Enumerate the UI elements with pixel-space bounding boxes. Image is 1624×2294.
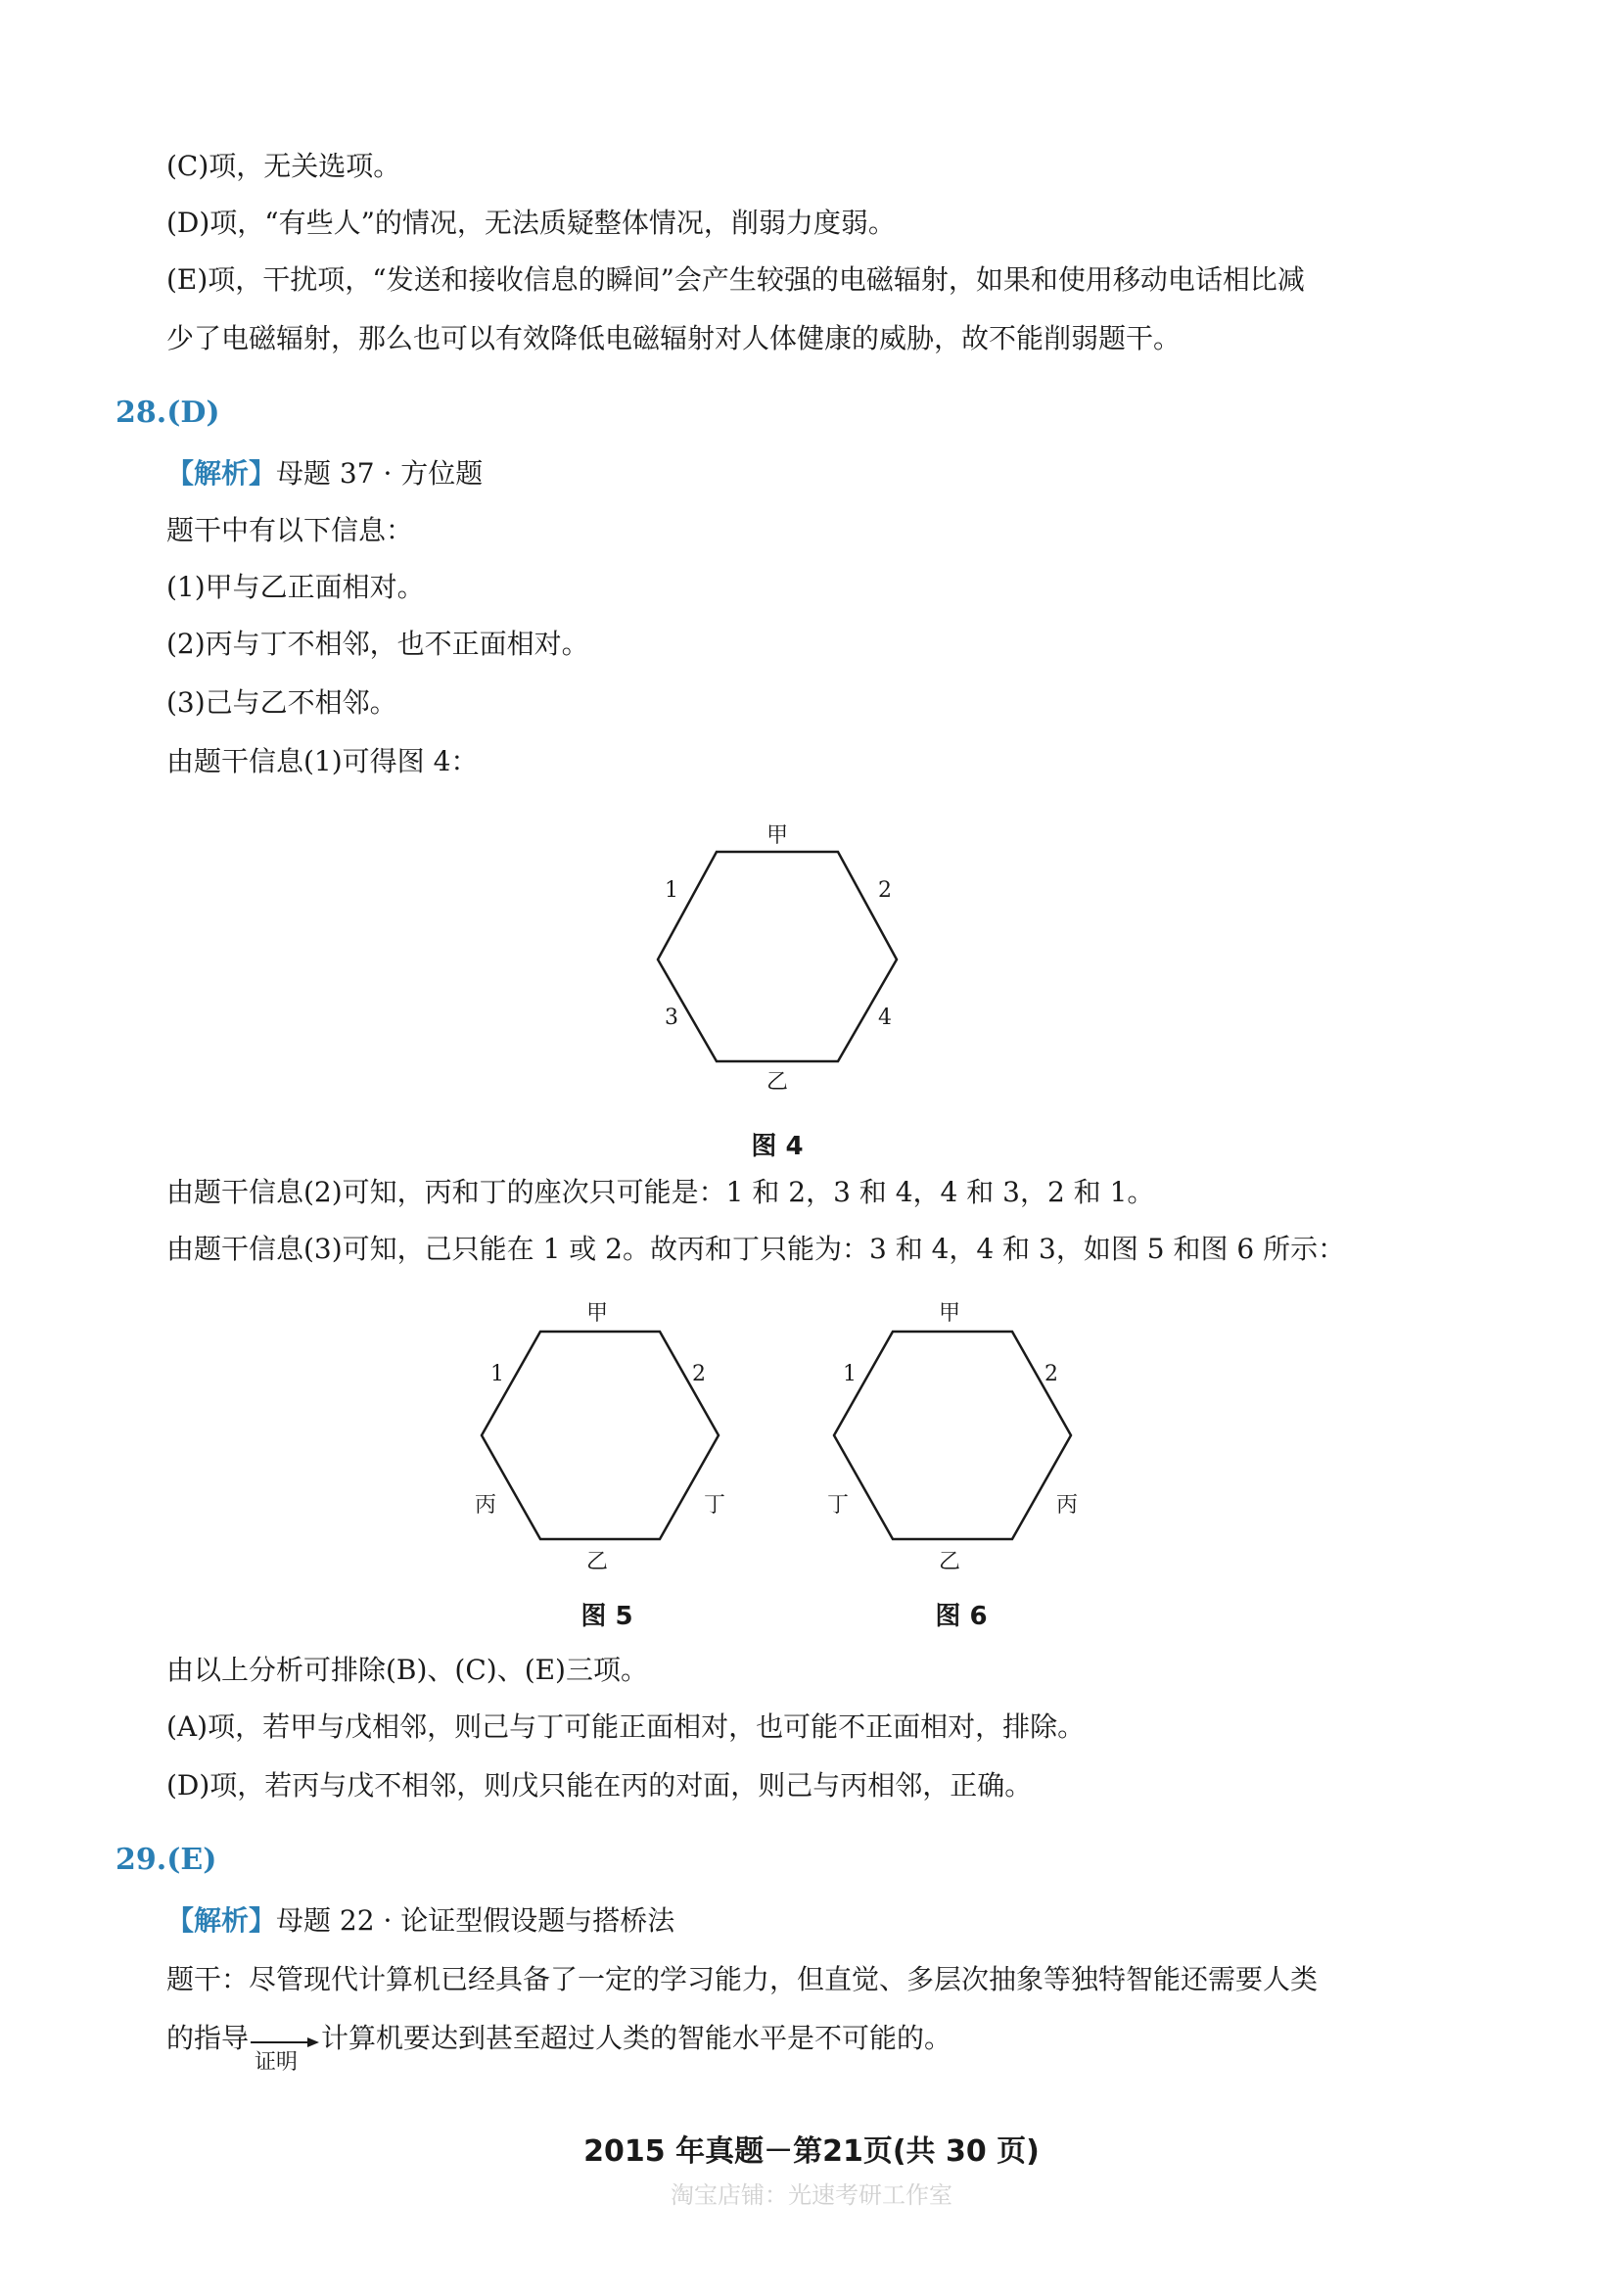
seat-bottom-label: 乙 <box>938 1550 961 1574</box>
arrow-label: 证明 <box>255 2050 299 2075</box>
seat-lower-left-label: 丙 <box>474 1493 497 1518</box>
question-answer: (E) <box>166 1843 217 1877</box>
seat-lower-left-label: 丁 <box>826 1493 850 1518</box>
seat-upper-left-label: 1 <box>665 878 678 903</box>
q28-line: 题干中有以下信息： <box>166 514 414 546</box>
hexagon-shape <box>834 1332 1071 1539</box>
hexagon-shape <box>658 852 897 1061</box>
q28-line: 由题干信息(3)可知，己只能在 1 或 2。故丙和丁只能为：3 和 4，4 和 3，如图 5 和图 6 所示： <box>166 1233 1346 1265</box>
seat-bottom-label: 乙 <box>766 1070 789 1095</box>
q29-stem-line: 题干：尽管现代计算机已经具备了一定的学习能力，但直觉、多层次抽象等独特智能还需要人类 <box>166 1963 1319 1995</box>
seat-lower-right-label: 4 <box>878 1006 892 1030</box>
analysis-heading-29 <box>166 1901 674 1941</box>
figure-4-caption: 图 4 <box>751 1132 804 1161</box>
question-29-header <box>116 1843 216 1877</box>
q28-line: 由题干信息(2)可知，丙和丁的座次只可能是：1 和 2，3 和 4，4 和 3，2 和 1。 <box>166 1176 1155 1208</box>
seat-upper-left-label: 1 <box>843 1362 857 1386</box>
analysis-tag: 【解析】 <box>166 457 277 490</box>
stem-conclusion: 计算机要达到甚至超过人类的智能水平是不可能的。 <box>321 2022 952 2054</box>
stem-premise: 的指导 <box>166 2022 250 2054</box>
analysis-heading-28 <box>166 454 483 493</box>
seat-upper-right-label: 2 <box>692 1362 706 1386</box>
figure-6-caption: 图 6 <box>935 1602 988 1631</box>
option-e-line-cont: 少了电磁辐射，那么也可以有效降低电磁辐射对人体健康的威胁，故不能削弱题干。 <box>166 322 1182 354</box>
seat-lower-left-label: 3 <box>665 1006 678 1030</box>
option-e-line: (E)项，干扰项，“发送和接收信息的瞬间”会产生较强的电磁辐射，如果和使用移动电话相比减 <box>166 263 1305 296</box>
q28-line: (1)甲与乙正面相对。 <box>166 571 425 603</box>
seat-bottom-label: 乙 <box>585 1550 609 1574</box>
seat-top-label: 甲 <box>938 1301 961 1326</box>
q28-line: (3)己与乙不相邻。 <box>166 686 397 719</box>
proof-arrow <box>249 2019 321 2075</box>
option-c-line: (C)项，无关选项。 <box>166 150 401 182</box>
seat-upper-right-label: 2 <box>1044 1362 1058 1386</box>
seat-top-label: 甲 <box>585 1301 609 1326</box>
seat-lower-right-label: 丙 <box>1055 1493 1079 1518</box>
seat-lower-right-label: 丁 <box>703 1493 726 1518</box>
question-28-header <box>116 396 220 430</box>
watermark: 淘宝店铺：光速考研工作室 <box>671 2181 952 2209</box>
seat-top-label: 甲 <box>766 823 789 848</box>
seat-upper-right-label: 2 <box>878 878 892 903</box>
question-answer: (D) <box>166 396 220 430</box>
seat-upper-left-label: 1 <box>490 1362 504 1386</box>
q28-line: (2)丙与丁不相邻，也不正面相对。 <box>166 628 589 660</box>
q29-stem-line-2 <box>166 2019 952 2075</box>
analysis-tag: 【解析】 <box>166 1904 277 1937</box>
option-d-line: (D)项，“有些人”的情况，无法质疑整体情况，削弱力度弱。 <box>166 207 896 239</box>
q28-line: 由以上分析可排除(B)、(C)、(E)三项。 <box>166 1654 648 1686</box>
question-number: 29. <box>116 1843 167 1877</box>
q28-line: 由题干信息(1)可得图 4： <box>166 745 479 777</box>
q28-line: (D)项，若丙与戊不相邻，则戊只能在丙的对面，则己与丙相邻，正确。 <box>166 1769 1033 1802</box>
analysis-title: 母题 22 · 论证型假设题与搭桥法 <box>276 1904 675 1937</box>
figure-5-caption: 图 5 <box>580 1602 633 1631</box>
analysis-title: 母题 37 · 方位题 <box>276 457 484 490</box>
page-footer: 2015 年真题－第21页(共 30 页) <box>583 2134 1040 2169</box>
figure-5-hexagon <box>450 1292 764 1586</box>
figure-4-hexagon <box>626 803 940 1097</box>
hexagon-shape <box>482 1332 719 1539</box>
figure-6-hexagon <box>803 1292 1116 1586</box>
q28-line: (A)项，若甲与戊相邻，则己与丁可能正面相对，也可能不正面相对，排除。 <box>166 1710 1086 1743</box>
question-number: 28. <box>116 396 167 430</box>
